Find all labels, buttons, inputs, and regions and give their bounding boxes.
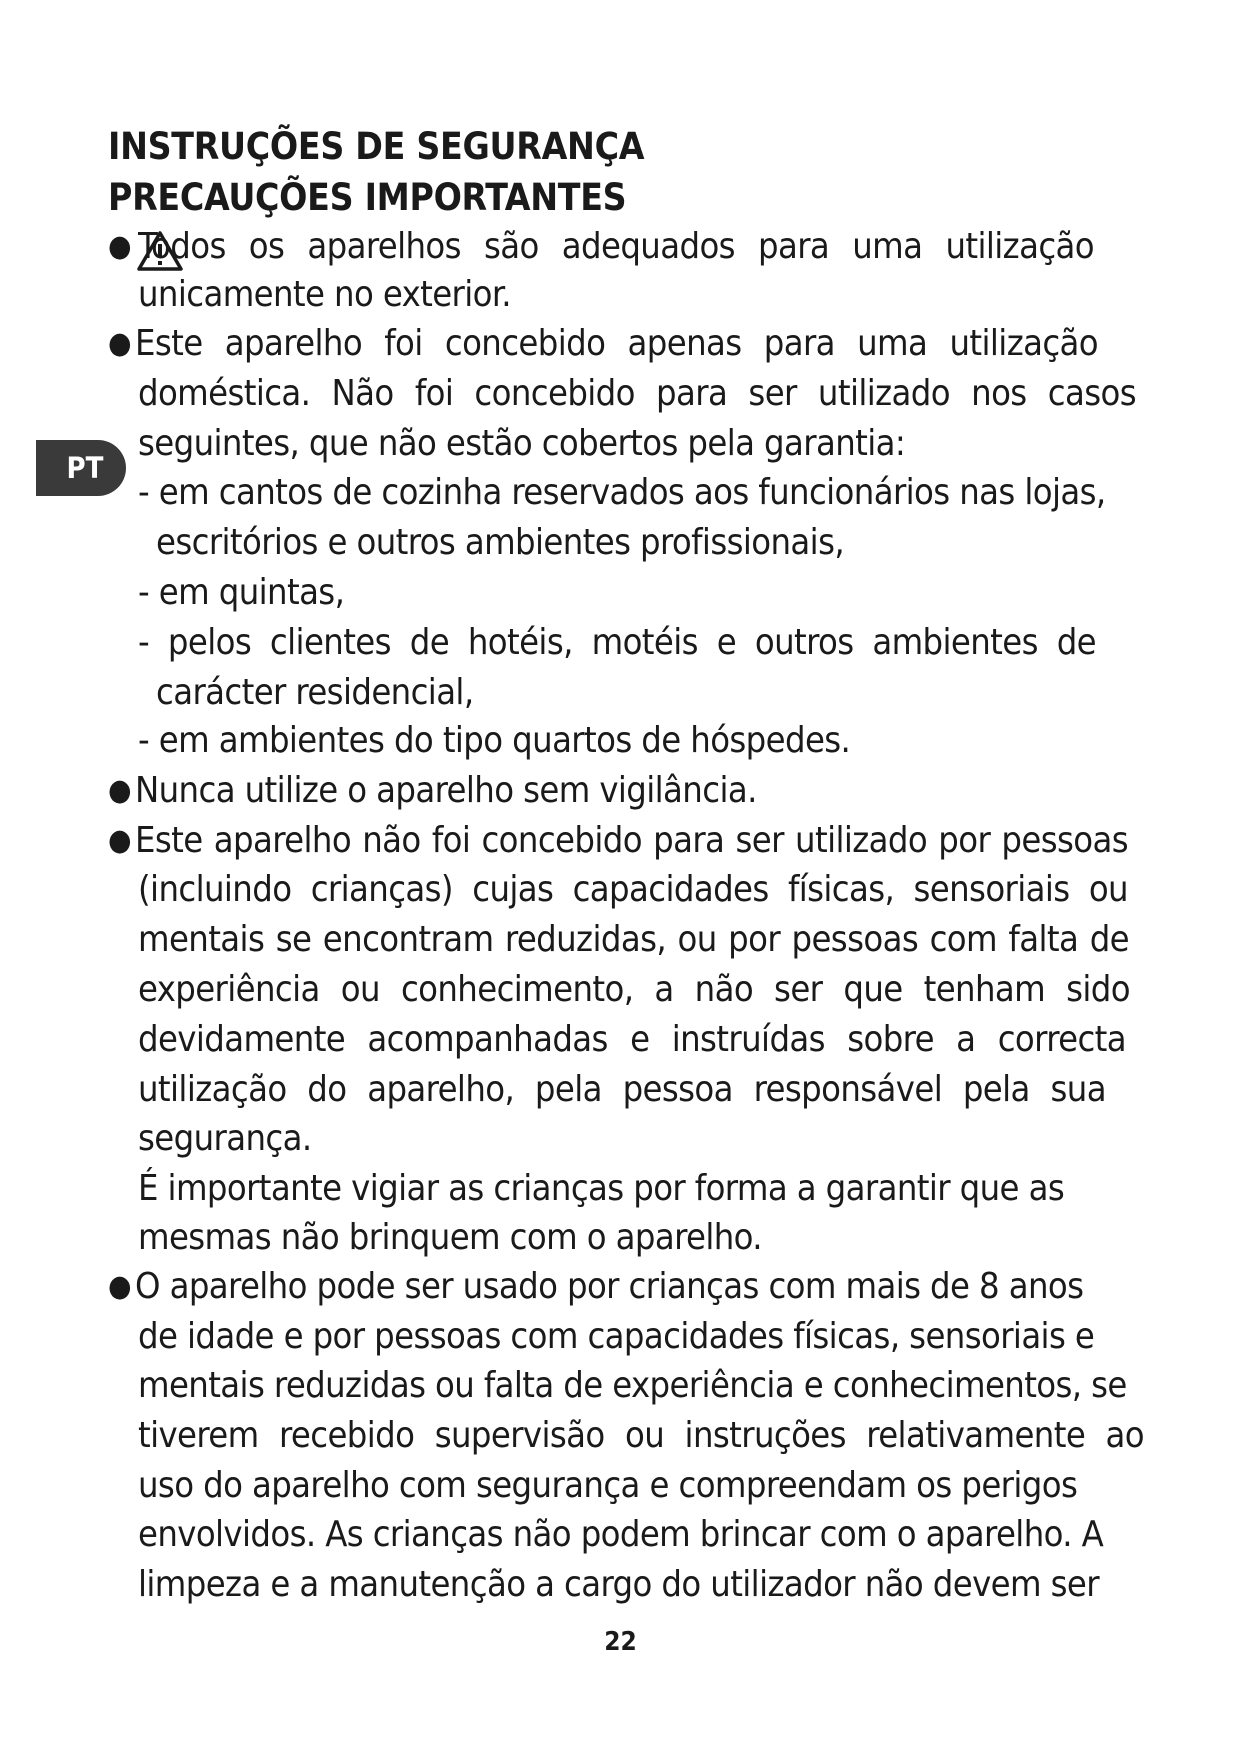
- list-item: - em cantos de cozinha reservados aos funcionários nas lojas,: [138, 472, 1106, 513]
- page-number: 22: [604, 1627, 637, 1657]
- text-line: envolvidos. As crianças não podem brincar com o aparelho. A: [138, 1514, 1104, 1555]
- list-item: - em ambientes do tipo quartos de hóspedes.: [138, 720, 851, 761]
- section-title: INSTRUÇÕES DE SEGURANÇA: [108, 125, 645, 168]
- text-line: devidamente acompanhadas e instruídas sobre a correcta: [138, 1019, 1126, 1060]
- text-line: mentais se encontram reduzidas, ou por pessoas com falta de: [138, 919, 1129, 960]
- text-line: (incluindo crianças) cujas capacidades físicas, sensoriais ou: [138, 869, 1128, 910]
- text-line: experiência ou conhecimento, a não ser que tenham sido: [138, 969, 1130, 1010]
- text-line: unicamente no exterior.: [138, 274, 511, 315]
- text-line: doméstica. Não foi concebido para ser utilizado nos casos: [138, 373, 1136, 414]
- text-line: limpeza e a manutenção a cargo do utilizador não devem ser: [138, 1564, 1099, 1605]
- bullet-icon: ●: [108, 229, 132, 264]
- language-tab-label: PT: [66, 451, 104, 485]
- text-line: utilização do aparelho, pela pessoa responsável pela sua: [138, 1069, 1106, 1110]
- text-line: É importante vigiar as crianças por forma a garantir que as: [138, 1168, 1065, 1209]
- text-line: uso do aparelho com segurança e compreendam os perigos: [138, 1465, 1078, 1506]
- text-line: mentais reduzidas ou falta de experiência e conhecimentos, se: [138, 1365, 1127, 1406]
- bullet-icon: ●: [108, 1269, 132, 1304]
- text-line: segurança.: [138, 1118, 312, 1159]
- text-line: Este aparelho não foi concebido para ser utilizado por pessoas: [135, 820, 1128, 861]
- list-item: - em quintas,: [138, 572, 345, 613]
- bullet-icon: ●: [108, 823, 132, 858]
- text-line: seguintes, que não estão cobertos pela garantia:: [138, 423, 906, 464]
- text-line: Todos os aparelhos são adequados para uma utilização: [138, 226, 1094, 267]
- text-line: mesmas não brinquem com o aparelho.: [138, 1217, 762, 1258]
- language-tab: [36, 440, 126, 496]
- text-line: Este aparelho foi concebido apenas para uma utilização: [135, 323, 1098, 364]
- list-item-continuation: carácter residencial,: [156, 672, 474, 713]
- text-line: de idade e por pessoas com capacidades físicas, sensoriais e: [138, 1316, 1095, 1357]
- text-line: Nunca utilize o aparelho sem vigilância.: [135, 770, 757, 811]
- bullet-icon: ●: [108, 326, 132, 361]
- list-item-continuation: escritórios e outros ambientes profissionais,: [156, 522, 845, 563]
- bullet-icon: ●: [108, 773, 132, 808]
- text-line: tiverem recebido supervisão ou instruções relativamente ao: [138, 1415, 1144, 1456]
- section-subtitle: PRECAUÇÕES IMPORTANTES: [108, 176, 627, 219]
- text-line: O aparelho pode ser usado por crianças com mais de 8 anos: [135, 1266, 1084, 1307]
- list-item: - pelos clientes de hotéis, motéis e outros ambientes de: [138, 622, 1096, 663]
